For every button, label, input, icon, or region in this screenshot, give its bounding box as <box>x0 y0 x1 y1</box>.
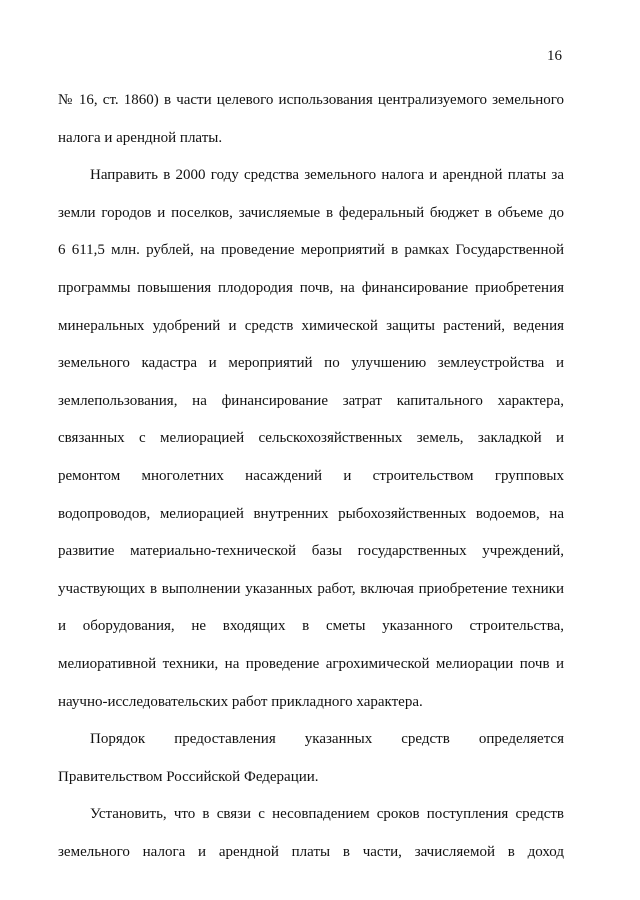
text-line: земли городов и поселков, зачисляемые в федеральный бюджет в объеме до <box>58 204 564 221</box>
text-line: ремонтом многолетних насаждений и строительством групповых <box>58 467 564 484</box>
page-number: 16 <box>547 48 562 64</box>
body-text <box>58 82 564 871</box>
text-line: развитие материально-технической базы государственных учреждений, <box>58 543 564 560</box>
text-line: участвующих в выполнении указанных работ, включая приобретение техники <box>58 580 564 597</box>
text-line: программы повышения плодородия почв, на финансирование приобретения <box>58 279 564 296</box>
text-line: Установить, что в связи с несовпадением сроков поступления средств <box>90 806 564 823</box>
text-line: землепользования, на финансирование затрат капитального характера, <box>58 392 564 409</box>
text-line: научно-исследовательских работ прикладного характера. <box>58 693 423 710</box>
text-line: 6 611,5 млн. рублей, на проведение мероприятий в рамках Государственной <box>58 242 564 259</box>
text-line: земельного налога и арендной платы в части, зачисляемой в доход <box>58 843 564 860</box>
text-line: связанных с мелиорацией сельскохозяйственных земель, закладкой и <box>58 430 564 447</box>
text-line: Правительством Российской Федерации. <box>58 768 319 785</box>
text-line: налога и арендной платы. <box>58 129 223 146</box>
text-line: Направить в 2000 году средства земельного налога и арендной платы за <box>90 167 564 184</box>
text-line: № 16, ст. 1860) в части целевого использования централизуемого земельного <box>58 92 564 108</box>
text-line: минеральных удобрений и средств химической защиты растений, ведения <box>58 317 564 334</box>
text-line: Порядок предоставления указанных средств определяется <box>90 731 564 748</box>
text-line: мелиоративной техники, на проведение агрохимической мелиорации почв и <box>58 655 564 672</box>
text-line: земельного кадастра и мероприятий по улучшению землеустройства и <box>58 355 564 372</box>
text-line: водопроводов, мелиорацией внутренних рыбохозяйственных водоемов, на <box>58 505 564 522</box>
text-line: и оборудования, не входящих в сметы указанного строительства, <box>58 618 564 635</box>
